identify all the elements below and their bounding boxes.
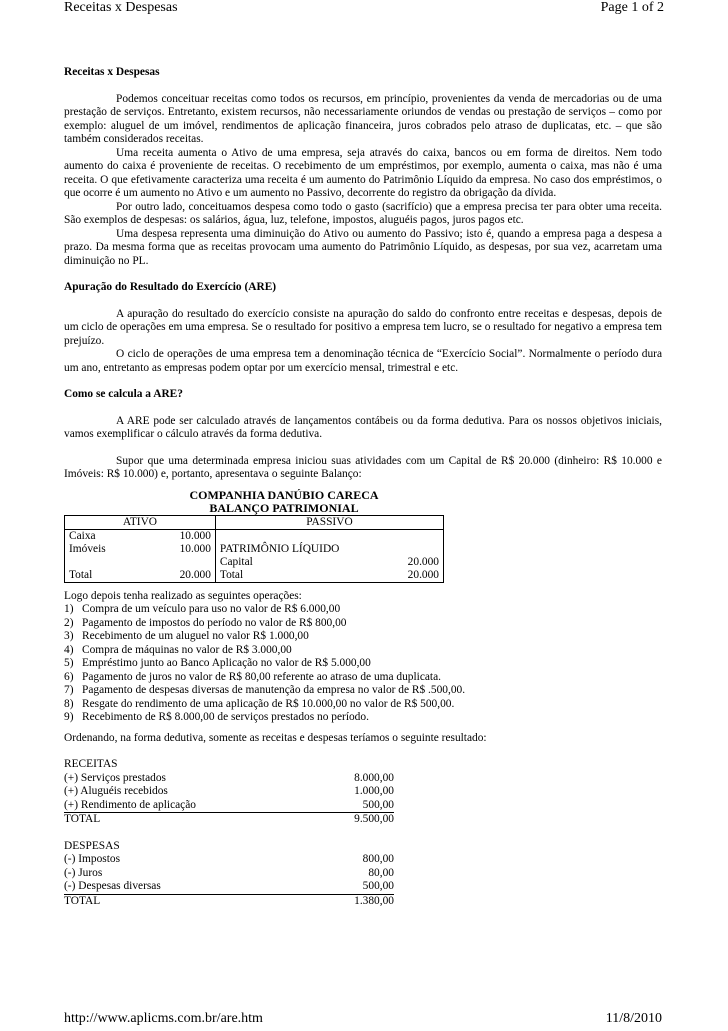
list-item: 8) Resgate do rendimento de uma aplicação de R$ 10.000,00 no valor de R$ 500,00. [64, 697, 455, 710]
despesas-total-row: TOTAL 1.380,00 [64, 894, 394, 907]
list-item: 6) Pagamento de juros no valor de R$ 80,00 referente ao atraso de uma duplicata. [64, 670, 441, 683]
paragraph: Supor que uma determinada empresa iniciou suas atividades com um Capital de R$ 20.000 (dinheiro: R$ 10.000 e Imóveis: R$ 10.000) e, portanto, apresentava o seguinte Balanço: [64, 454, 662, 480]
page-footer [64, 1011, 662, 1031]
operations-intro: Logo depois tenha realizado as seguintes operações: [64, 589, 302, 602]
section-title-calculo: Como se calcula a ARE? [64, 388, 183, 400]
balance-sheet-table [64, 515, 444, 583]
despesas-title: DESPESAS [64, 839, 120, 852]
balance-title: BALANÇO PATRIMONIAL [209, 500, 359, 515]
paragraph: Uma despesa representa uma diminuição do Ativo ou aumento do Passivo; isto é, quando a empresa paga a despesa a prazo. Da mesma forma que as receitas provocam uma aumento do Patrimônio Líquido, as despesas, por sua vez, acarretam uma diminuição no PL. [64, 227, 662, 267]
receitas-title: RECEITAS [64, 758, 118, 770]
total-passivo-label: Total [215, 569, 331, 583]
list-item: 3) Recebimento de um aluguel no valor R$ 1.000,00 [64, 630, 309, 642]
list-item: 7) Pagamento de despesas diversas de manutenção da empresa no valor de R$ .500,00. [64, 684, 466, 696]
summary-text: Ordenando, na forma dedutiva, somente as receitas e despesas teríamos o seguinte resultado: [64, 731, 487, 744]
passivo-header: PASSIVO [215, 515, 443, 529]
table-row: (-) Despesas diversas 500,00 [64, 880, 394, 895]
total-ativo-value: 20.000 [145, 569, 216, 583]
document-body [64, 66, 662, 908]
paragraph: A apuração do resultado do exercício consiste na apuração do saldo do confronto entre receitas e despesas, depois de um ciclo de operações em uma empresa. Se o resultado for positivo a empresa tem lucro, se o resultado for negativo a empresa tem prejuízo. [64, 307, 662, 347]
header-title: Receitas x Despesas [64, 0, 178, 15]
table-row: (+) Rendimento de aplicação 500,00 [64, 799, 394, 814]
list-item: 5) Empréstimo junto ao Banco Aplicação no valor de R$ 5.000,00 [64, 657, 371, 669]
table-row: (-) Juros 80,00 [64, 866, 394, 879]
paragraph: Podemos conceituar receitas como todos os recursos, em princípio, provenientes da venda de mercadorias ou de uma prestação de serviços. Entretanto, existem recursos, não necessariamente oriundos de vendas ou prestação de serviços – como por exemplo: aluguel de um imóvel, rendimentos de aplicação financeira, juros cobrados pelo atraso de duplicatas, etc. – que são também considerados receitas. [64, 92, 662, 145]
paragraph: A ARE pode ser calculado através de lançamentos contábeis ou da forma dedutiva. Para os nossos objetivos iniciais, vamos exemplificar o cálculo através da forma dedutiva. [64, 414, 662, 440]
capital-value: 20.000 [332, 556, 444, 569]
section-title-receitas: Receitas x Despesas [64, 66, 160, 78]
capital-label: Capital [219, 555, 253, 568]
caixa-value: 10.000 [145, 529, 216, 543]
header-page-number: Page 1 of 2 [600, 0, 664, 15]
imoveis-value: 10.000 [145, 543, 216, 556]
total-passivo-value: 20.000 [332, 569, 444, 583]
footer-date: 11/8/2010 [605, 1011, 662, 1026]
paragraph: Uma receita aumenta o Ativo de uma empresa, seja através do caixa, bancos ou em forma de direitos. Nem todo aumento do caixa é proveniente de receitas. O recebimento de um empréstimos, por exemplo, aumenta o caixa, mas não é uma receita. O que efetivamente caracteriza uma receita é um aumento do Patrimônio Líquido da empresa. No caso dos empréstimos, o que ocorre é um aumento no Ativo e um aumento no Passivo, decorrente do registro da obrigação da dívida. [64, 146, 662, 199]
table-row: (+) Aluguéis recebidos 1.000,00 [64, 785, 394, 797]
imoveis-label: Imóveis [65, 543, 145, 556]
paragraph: Por outro lado, conceituamos despesa como todo o gasto (sacrifício) que a empresa precisa ter para obter uma receita. São exemplos de despesas: os salários, água, luz, telefone, impostos, aluguéis pagos, juros pagos etc. [64, 200, 662, 226]
total-ativo-label: Total [65, 569, 145, 583]
pl-label: PATRIMÔNIO LÍQUIDO [215, 543, 443, 556]
footer-url[interactable]: http://www.aplicms.com.br/are.htm [64, 1011, 263, 1026]
table-row: (+) Serviços prestados 8.000,00 [64, 771, 394, 784]
receitas-total-row: TOTAL 9.500,00 [64, 813, 394, 825]
balance-company-name: COMPANHIA DANÚBIO CARECA [189, 487, 379, 502]
operations-list [64, 603, 662, 725]
list-item: 9) Recebimento de R$ 8.000,00 de serviços prestados no período. [64, 711, 369, 723]
receitas-block [64, 758, 394, 827]
caixa-label: Caixa [65, 529, 145, 543]
paragraph: O ciclo de operações de uma empresa tem a denominação técnica de “Exercício Social”. Normalmente o período dura um ano, entretanto as empresas podem optar por um exercício mensal, trimestral e etc. [64, 348, 662, 374]
table-row: (-) Impostos 800,00 [64, 853, 394, 865]
list-item: 2) Pagamento de impostos do período no valor de R$ 800,00 [64, 616, 347, 629]
ativo-header: ATIVO [65, 515, 216, 529]
list-item: 4) Compra de máquinas no valor de R$ 3.000,00 [64, 643, 292, 656]
section-title-are: Apuração do Resultado do Exercício (ARE) [64, 281, 277, 293]
list-item: 1) Compra de um veículo para uso no valor de R$ 6.000,00 [64, 603, 341, 615]
despesas-block [64, 840, 394, 909]
page-header [64, 0, 664, 20]
